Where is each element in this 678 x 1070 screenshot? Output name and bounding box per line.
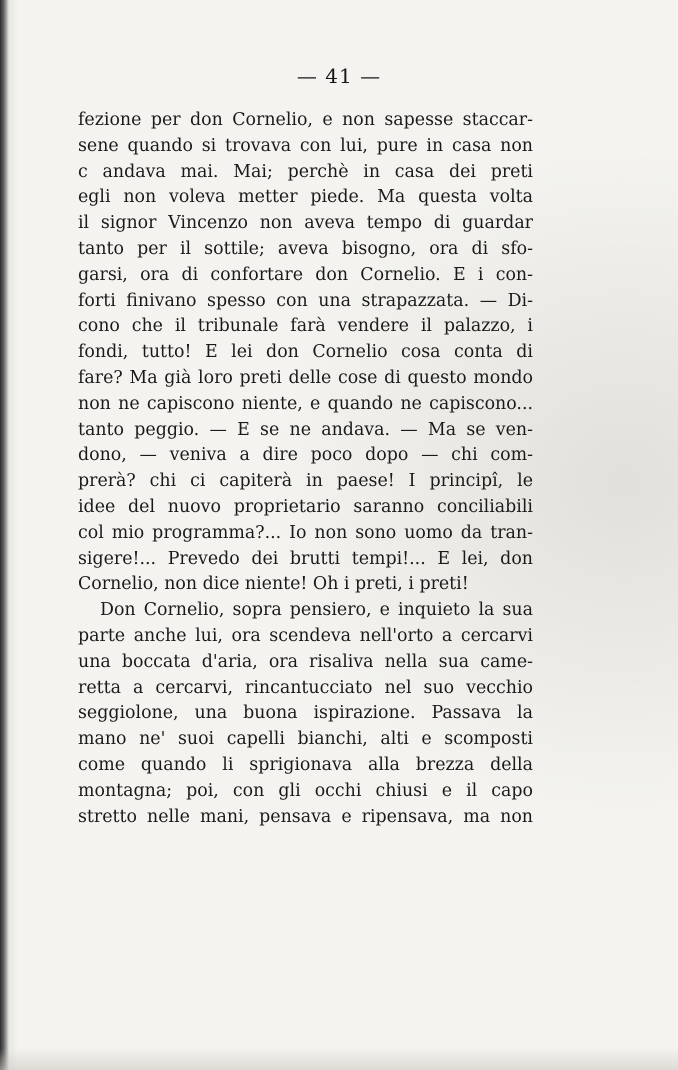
text-line: seggiolone, una buona ispirazione. Passava la <box>78 703 533 724</box>
text-line: fare? Ma già loro preti delle cose di questo mondo <box>78 367 533 388</box>
text-line: cono che il tribunale farà vendere il palazzo, i <box>78 316 533 337</box>
text-line: il signor Vincenzo non aveva tempo di guardar <box>78 213 533 234</box>
body-text <box>78 108 533 830</box>
text-line: come quando li sprigionava alla brezza della <box>78 754 533 775</box>
text-line: garsi, ora di confortare don Cornelio. E i con- <box>78 264 533 285</box>
paragraph-1 <box>78 108 533 598</box>
text-line: mano ne' suoi capelli bianchi, alti e scomposti <box>78 729 533 750</box>
text-line: non ne capiscono niente, e quando ne capiscono... <box>78 393 533 414</box>
text-line: Don Cornelio, sopra pensiero, e inquieto la sua <box>100 600 533 621</box>
text-line: fondi, tutto! E lei don Cornelio cosa conta di <box>78 342 533 363</box>
text-line: dono, — veniva a dire poco dopo — chi com- <box>78 445 533 466</box>
text-line: prerà? chi ci capiterà in paese! I principî, le <box>78 471 533 492</box>
text-line: col mio programma?... Io non sono uomo da tran- <box>78 522 533 543</box>
paragraph-2 <box>78 598 533 830</box>
text-line: forti finivano spesso con una strapazzata. — Di- <box>78 290 533 311</box>
page-bottom-edge <box>0 1048 678 1070</box>
text-line: retta a cercarvi, rincantucciato nel suo vecchio <box>78 677 533 698</box>
text-line: fezione per don Cornelio, e non sapesse staccar- <box>78 110 533 130</box>
page-number: — 41 — <box>296 64 382 88</box>
text-line: sene quando si trovava con lui, pure in casa non <box>78 135 533 156</box>
text-line: stretto nelle mani, pensava e ripensava, ma non <box>78 806 533 827</box>
text-line: montagna; poi, con gli occhi chiusi e il capo <box>78 780 533 801</box>
text-line: tanto per il sottile; aveva bisogno, ora di sfo- <box>78 238 533 259</box>
text-line: sigere!... Prevedo dei brutti tempi!... E lei, don <box>78 548 533 569</box>
text-line: una boccata d'aria, ora risaliva nella sua came- <box>78 651 533 672</box>
text-line: parte anche lui, ora scendeva nell'orto a cercarvi <box>78 625 533 646</box>
text-line: Cornelio, non dice niente! Oh i preti, i preti! <box>78 574 469 595</box>
text-line: egli non voleva metter piede. Ma questa volta <box>78 187 533 208</box>
text-line: idee del nuovo proprietario saranno conciliabili <box>78 496 533 517</box>
text-line: tanto peggio. — E se ne andava. — Ma se ven- <box>78 419 533 440</box>
text-line: c andava mai. Mai; perchè in casa dei preti <box>78 161 533 182</box>
